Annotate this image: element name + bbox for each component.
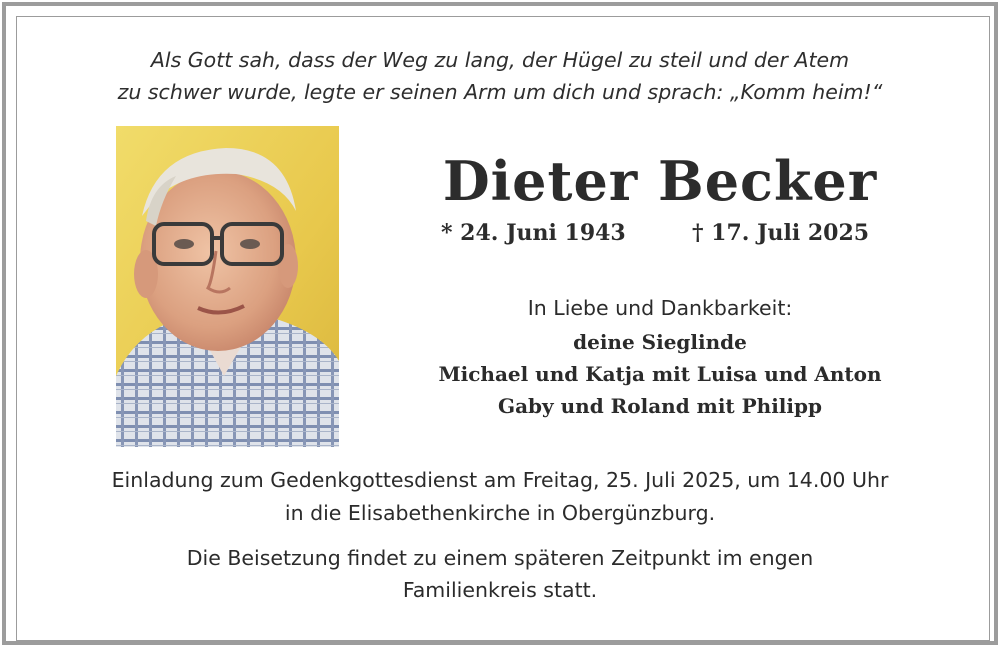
birth-date: * 24. Juni 1943	[441, 220, 626, 246]
mourner-line-3: Gaby und Roland mit Philipp	[498, 394, 822, 418]
invitation-line-2: in die Elisabethenkirche in Obergünzburg.	[284, 501, 716, 525]
deceased-name: Dieter Becker	[442, 149, 878, 213]
mourner-line-1: deine Sieglinde	[573, 330, 747, 354]
poem-line-1: Als Gott sah, dass der Weg zu lang, der Hügel zu steil und der Atem	[150, 48, 850, 72]
mourners-intro: In Liebe und Dankbarkeit:	[527, 296, 793, 320]
burial-line-1: Die Beisetzung findet zu einem späteren Zeitpunkt im engen	[186, 546, 814, 570]
poem-line-2: zu schwer wurde, legte er seinen Arm um dich und sprach: „Komm heim!“	[117, 80, 883, 104]
invitation-line-1: Einladung zum Gedenkgottesdienst am Freitag, 25. Juli 2025, um 14.00 Uhr	[111, 468, 889, 492]
mourner-line-2: Michael und Katja mit Luisa und Anton	[438, 362, 882, 386]
portrait-photo	[116, 126, 339, 447]
burial-line-2: Familienkreis statt.	[402, 578, 598, 602]
death-date: † 17. Juli 2025	[692, 220, 870, 246]
